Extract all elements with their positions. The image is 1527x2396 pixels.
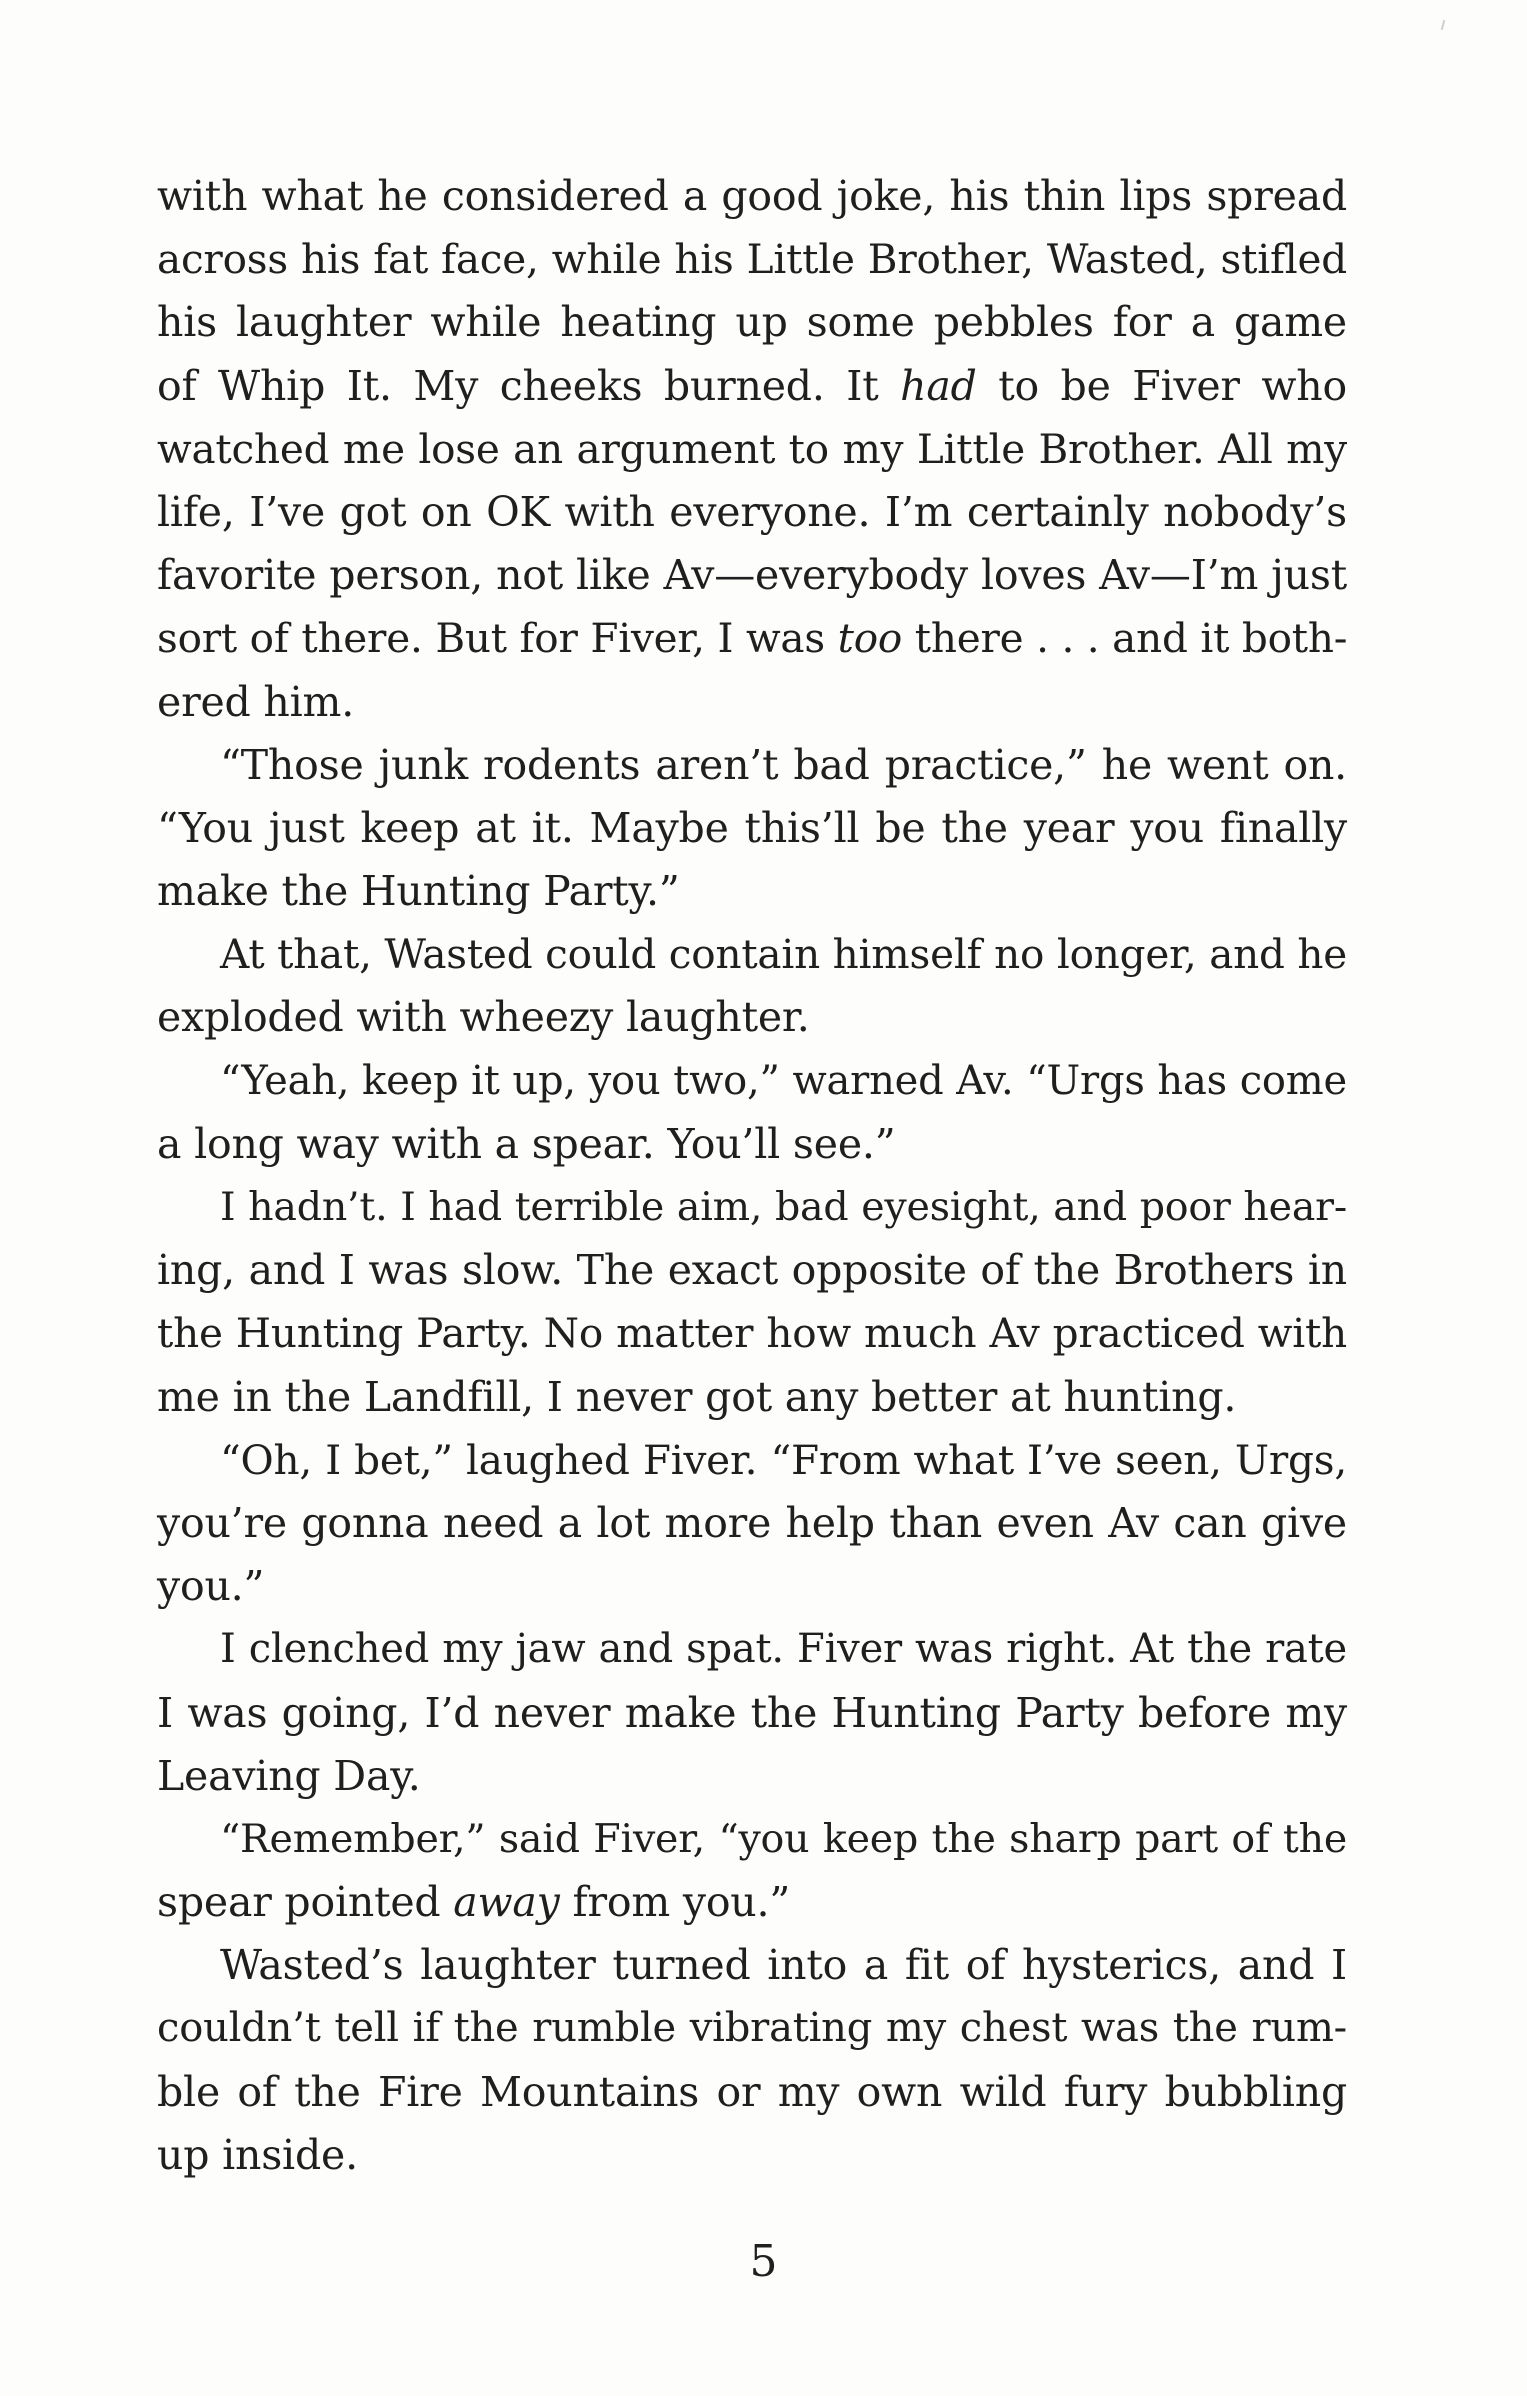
text-line (157, 1745, 1347, 1808)
text-segment: the Hunting Party. No matter how much Av practiced with (157, 1309, 1347, 1358)
text-segment: a long way with a spear. You’ll see.” (157, 1119, 896, 1168)
text-segment: Wasted’s laughter turned into a fit of hysterics, and I (220, 1941, 1347, 1990)
text-line (157, 1618, 1347, 1681)
text-segment: you’re gonna need a lot more help than even Av can give (157, 1498, 1347, 1547)
page-number: 5 (749, 2236, 778, 2287)
text-segment: “You just keep at it. Maybe this’ll be the year you finally (157, 803, 1347, 852)
text-segment: favorite person, not like Av—everybody loves Av—I’m just (157, 551, 1347, 600)
text-segment: “Remember,” said Fiver, “you keep the sharp part of the (220, 1815, 1347, 1862)
text-line (157, 1555, 1347, 1618)
text-line (157, 1239, 1347, 1302)
text-segment: Leaving Day. (157, 1751, 421, 1800)
text-line (157, 1113, 1347, 1176)
text-line (157, 1871, 1347, 1934)
italic-text: too (837, 614, 903, 663)
text-segment: to be Fiver who (976, 361, 1347, 410)
text-segment: I clenched my jaw and spat. Fiver was right. At the rate (220, 1626, 1347, 1673)
text-line (157, 1682, 1347, 1745)
text-segment: ered him. (157, 677, 355, 726)
text-line (157, 1429, 1347, 1492)
text-line (157, 291, 1347, 354)
text-segment: ing, and I was slow. The exact opposite of the Brothers in (157, 1246, 1347, 1295)
text-line (157, 797, 1347, 860)
text-line (157, 1997, 1347, 2060)
text-segment: with what he considered a good joke, his thin lips spread (157, 172, 1347, 220)
text-line (157, 544, 1347, 607)
text-segment: there . . . and it both- (902, 614, 1348, 663)
text-segment: you.” (157, 1562, 265, 1611)
italic-text: had (900, 361, 977, 410)
text-line (157, 734, 1347, 797)
text-segment: make the Hunting Party.” (157, 867, 680, 916)
text-line (157, 2124, 1347, 2187)
text-line (157, 986, 1347, 1049)
text-line (157, 418, 1347, 481)
text-line (157, 1176, 1347, 1239)
text-line (157, 355, 1347, 418)
text-segment: “Oh, I bet,” laughed Fiver. “From what I’ve seen, Urgs, (220, 1435, 1347, 1484)
text-segment: I was going, I’d never make the Hunting Party before my (157, 1688, 1347, 1737)
text-segment: I hadn’t. I had terrible aim, bad eyesight, and poor hear- (220, 1184, 1347, 1230)
text-line (157, 165, 1347, 228)
text-segment: me in the Landfill, I never got any better at hunting. (157, 1372, 1237, 1421)
text-line (157, 1492, 1347, 1555)
text-segment: ble of the Fire Mountains or my own wild fury bubbling (157, 2067, 1347, 2116)
text-segment: At that, Wasted could contain himself no longer, and he (220, 930, 1348, 979)
text-line (157, 1302, 1347, 1365)
text-line (157, 1808, 1347, 1871)
scan-speck (1441, 20, 1446, 30)
text-segment: up inside. (157, 2130, 358, 2179)
italic-text: away (453, 1878, 560, 1927)
text-segment: “Yeah, keep it up, you two,” warned Av. “Urgs has come (220, 1057, 1347, 1104)
text-line (157, 671, 1347, 734)
text-segment: across his fat face, while his Little Brother, Wasted, stifled (157, 235, 1347, 284)
text-segment: exploded with wheezy laughter. (157, 993, 810, 1042)
body-text (157, 165, 1347, 2187)
text-line (157, 923, 1347, 986)
text-segment: life, I’ve got on OK with everyone. I’m certainly nobody’s (157, 487, 1347, 536)
text-line (157, 860, 1347, 923)
text-line (157, 1366, 1347, 1429)
text-segment: watched me lose an argument to my Little Brother. All my (157, 424, 1347, 473)
text-line (157, 607, 1347, 670)
text-segment: spear pointed (157, 1878, 454, 1927)
text-line (157, 1934, 1347, 1997)
text-segment: “Those junk rodents aren’t bad practice,” he went on. (220, 740, 1347, 789)
text-segment: from you.” (559, 1878, 791, 1927)
text-line (157, 1050, 1347, 1113)
text-line (157, 228, 1347, 291)
text-segment: his laughter while heating up some pebbles for a game (157, 298, 1347, 347)
text-segment: of Whip It. My cheeks burned. It (157, 361, 901, 410)
text-line (157, 2061, 1347, 2124)
text-line (157, 481, 1347, 544)
text-segment: sort of there. But for Fiver, I was (157, 614, 838, 663)
text-segment: couldn’t tell if the rumble vibrating my chest was the rum- (157, 2005, 1347, 2052)
